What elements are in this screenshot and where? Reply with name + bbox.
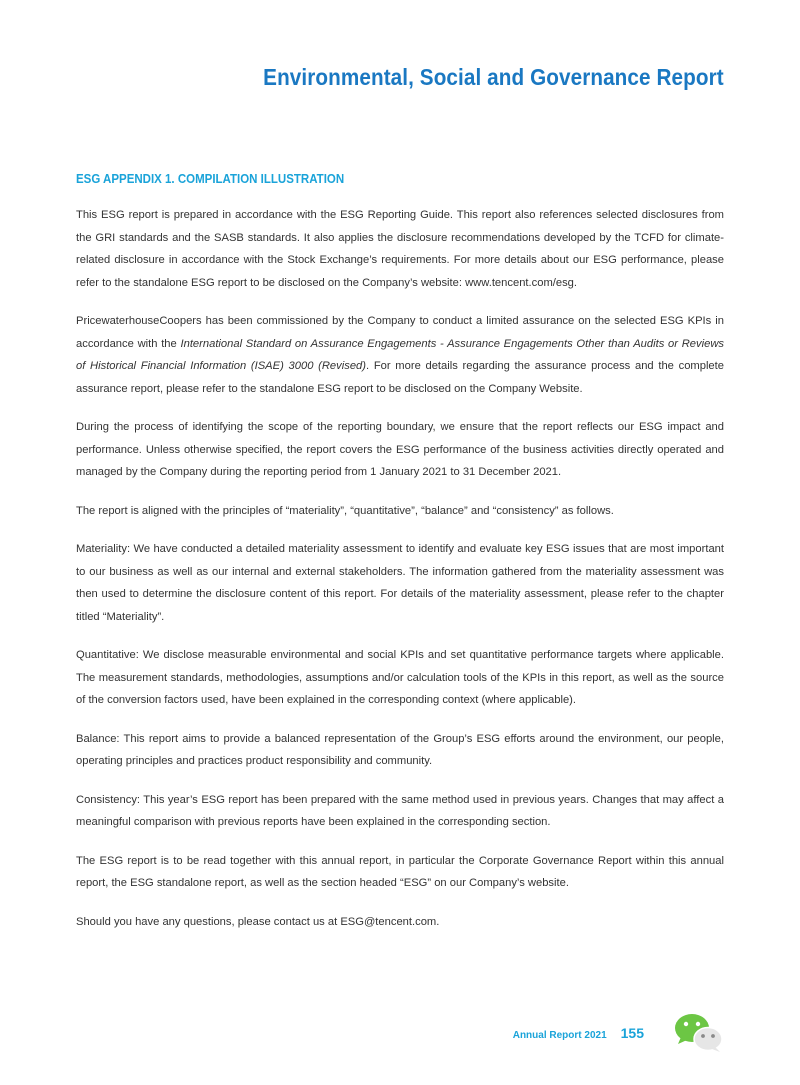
- page-footer: [513, 1013, 724, 1053]
- section-heading: ESG APPENDIX 1. COMPILATION ILLUSTRATION: [76, 172, 345, 186]
- assurance-text-start: PricewaterhouseCoopers has been commissioned by the Company to conduct a limited assurance on the selected ESG KPIs in accordance with the: [76, 315, 724, 350]
- paragraph-reading: The ESG report is to be read together with this annual report, in particular the Corporate Governance Report within this annual report, the ESG standalone report, as well as the section headed “ESG” on our Company’s website.: [76, 854, 724, 889]
- page-number: 155: [620, 1025, 644, 1041]
- paragraph-principles: The report is aligned with the principles of “materiality”, “quantitative”, “balance” and “consistency” as follows.: [76, 504, 614, 517]
- paragraph-compliance: This ESG report is prepared in accordance with the ESG Reporting Guide. This report also references selected disclosures from the GRI standards and the SASB standards. It also applies the disclosure recommendations developed by the TCFD for climate-related disclosure in accordance with the Stock Exchange’s requirements. For more details about our ESG performance, please refer to the standalone ESG report to be disclosed on the Company’s website: www.tencent.com/esg.: [76, 209, 724, 289]
- paragraph-materiality: Materiality: We have conducted a detailed materiality assessment to identify and evaluate key ESG issues that are most important to our business as well as our internal and external stakeholders. The information gathered from the materiality assessment was then used to determine the disclosure content of this report. For details of the materiality assessment, please refer to the chapter titled “Materiality”.: [76, 543, 724, 623]
- paragraph-contact: Should you have any questions, please contact us at ESG@tencent.com.: [76, 915, 440, 928]
- paragraph-assurance: [76, 310, 724, 400]
- wechat-logo-icon: [674, 1013, 724, 1053]
- paragraph-boundary: During the process of identifying the scope of the reporting boundary, we ensure that the report reflects our ESG impact and performance. Unless otherwise specified, the report covers the ESG performance of the business activities directly operated and managed by the Company during the reporting period from 1 January 2021 to 31 December 2021.: [76, 421, 724, 478]
- footer-label: Annual Report 2021: [512, 1029, 607, 1041]
- paragraph-balance: Balance: This report aims to provide a balanced representation of the Group’s ESG efforts around the environment, our people, operating principles and practices product responsibility and community.: [76, 732, 724, 767]
- paragraph-quantitative: Quantitative: We disclose measurable environmental and social KPIs and set quantitative performance targets where applicable. The measurement standards, methodologies, assumptions and/or calculation tools of the KPIs in this report, as well as the source of the conversion factors used, have been explained in the corresponding context (where applicable).: [76, 649, 724, 706]
- report-title: Environmental, Social and Governance Report: [263, 64, 724, 90]
- assurance-standard-title: International Standard on Assurance Engagements - Assurance Engagements Other than Audits or Reviews of Historical Financial Information (ISAE) 3000 (Revised): [76, 337, 724, 372]
- body-text: [76, 204, 724, 949]
- paragraph-consistency: Consistency: This year’s ESG report has been prepared with the same method used in previous years. Changes that may affect a meaningful comparison with previous reports have been explained in the corresponding section.: [76, 793, 724, 828]
- assurance-text-end: . For more details regarding the assurance process and the complete assurance report, please refer to the standalone ESG report to be disclosed on the Company Website.: [76, 360, 724, 395]
